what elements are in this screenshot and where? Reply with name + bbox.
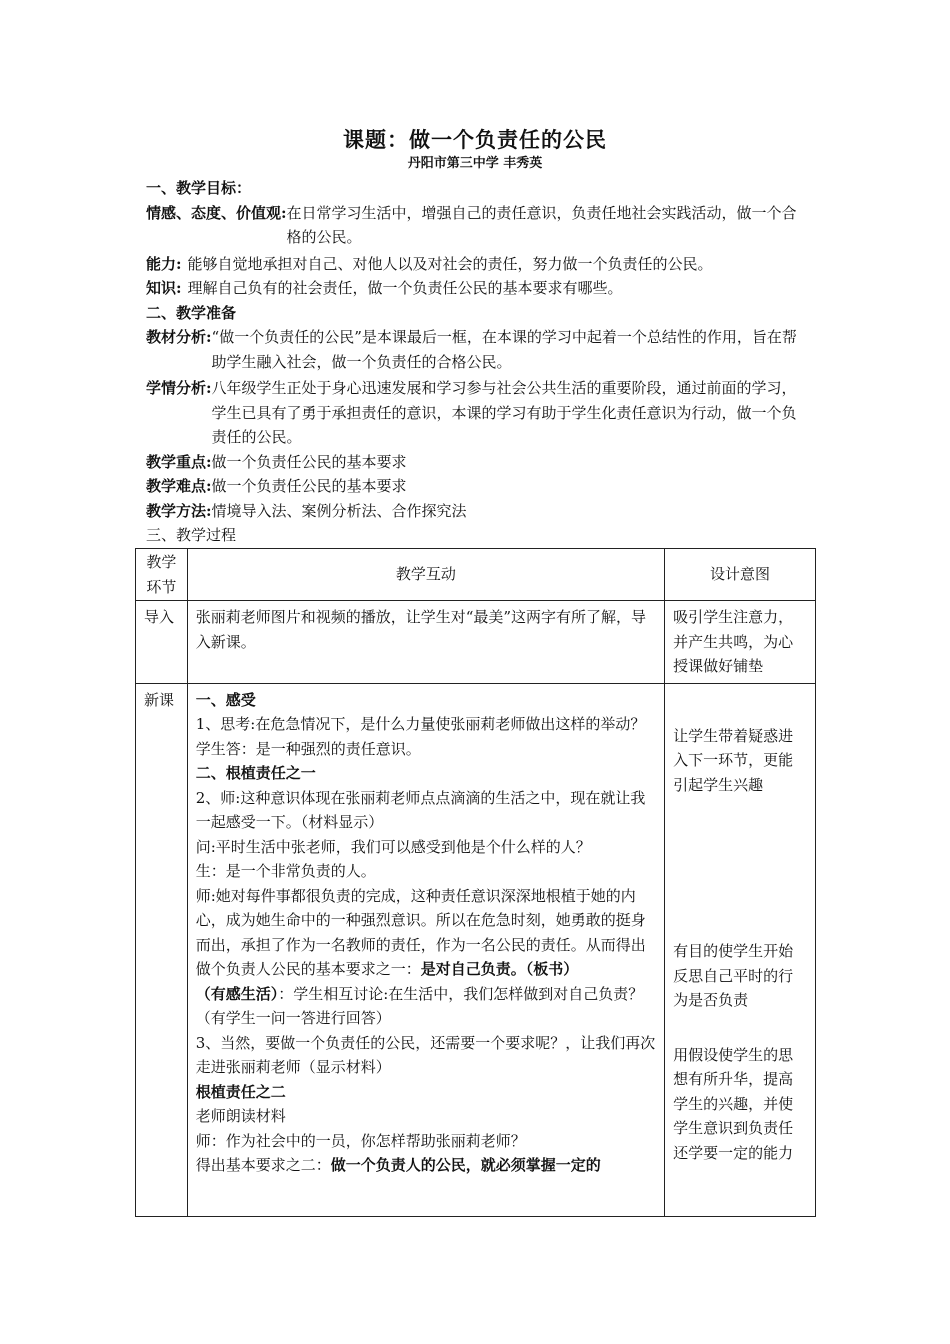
row2-p6: 生：是一个非常负责的人。 [195, 862, 376, 880]
prep-student [146, 376, 810, 450]
prep-textbook-text: “做一个负责任的公民”是本课最后一框，在本课的学习中起着一个总结性的作用，旨在帮助学生融入社会，做一个负责任的合格公民。 [211, 328, 797, 371]
table-row [136, 683, 816, 1217]
row1-stage: 导入 [136, 601, 188, 684]
row2-p7a: 师:她对每件事都很负责的完成，这种责任意识深深地根植于她的内心，成为她生命中的一种强烈意识。所以在危急时刻，她勇敢的挺身而出，承担了作为一名教师的责任，作为一名公民的责任。从而得出做个负责人公民的基本要求之一： [195, 886, 646, 978]
row2-p8a: （有感生活） [195, 984, 279, 1003]
header-interaction: 教学互动 [187, 549, 664, 601]
row2-design3: 用假设使学生的思想有所升华，提高学生的兴趣，并使学生意识到负责任还学要一定的能力 [673, 1045, 794, 1162]
prep-method-label: 教学方法: [146, 501, 212, 520]
row2-p2: 1、思考:在危急情况下，是什么力量使张丽莉老师做出这样的举动？学生答：是一种强烈的责任意识。 [195, 715, 646, 758]
prep-key-label: 教学重点: [146, 452, 212, 471]
goals-section [146, 176, 810, 548]
goal-ability-text: 能够自觉地承担对自己、对他人以及对社会的责任，努力做一个负责任的公民。 [187, 254, 713, 273]
row1-design: 吸引学生注意力，并产生共鸣，为心授课做好铺垫 [665, 601, 816, 684]
row2-p11: 老师朗读材料 [195, 1107, 286, 1125]
row2-design1: 让学生带着疑惑进入下一环节，更能引起学生兴趣 [673, 726, 794, 794]
goal-knowledge-label: 知识: [146, 279, 182, 297]
prep-student-text: 八年级学生正处于身心迅速发展和学习参与社会公共生活的重要阶段，通过前面的学习，学生已具有了勇于承担责任的意识，本课的学习有助于学生化责任意识为行动，做一个负责任的公民。 [211, 379, 797, 446]
author-line: 丹阳市第三中学 丰秀英 [407, 156, 543, 171]
prep-difficulty-text: 做一个负责任公民的基本要求 [211, 477, 407, 495]
row2-p13b: 做一个负责人的公民，就必须掌握一定的 [330, 1156, 601, 1174]
row2-p12: 师：作为社会中的一员，你怎样帮助张丽莉老师？ [195, 1131, 526, 1150]
prep-textbook [146, 325, 810, 374]
row2-p8b: ：学生相互讨论:在生活中，我们怎样做到对自己负责？（有学生一问一答进行回答） [195, 984, 644, 1027]
table-header-row [136, 549, 816, 601]
goal-emotion-label: 情感、态度、价值观: [146, 203, 287, 222]
row2-p5: 问:平时生活中张老师，我们可以感受到他是个什么样的人？ [195, 837, 591, 856]
prep-textbook-label: 教材分析: [146, 328, 212, 346]
row2-p1: 一、感受 [195, 690, 256, 709]
prep-difficulty [146, 474, 810, 499]
row2-p4: 2、师:这种意识体现在张丽莉老师点点滴滴的生活之中，现在就让我一起感受一下。（材料显示） [195, 788, 646, 831]
goal-ability [146, 252, 810, 277]
row1-interaction: 张丽莉老师图片和视频的播放，让学生对“最美”这两字有所了解，导入新课。 [187, 601, 664, 684]
process-table [135, 548, 816, 1217]
row2-p10: 根植责任之二 [195, 1082, 286, 1101]
header-design: 设计意图 [665, 549, 816, 601]
process-heading: 三、教学过程 [146, 526, 237, 544]
goal-emotion [146, 201, 810, 250]
prep-key [146, 450, 810, 475]
goal-knowledge-text: 理解自己负有的社会责任，做一个负责任公民的基本要求有哪些。 [187, 279, 623, 297]
prep-heading: 二、教学准备 [146, 303, 237, 322]
header-stage: 教学环节 [136, 549, 188, 601]
page-title: 课题：做一个负责任的公民 [343, 127, 607, 152]
goal-emotion-text: 在日常学习生活中，增强自己的责任意识，负责任地社会实践活动，做一个合格的公民。 [286, 203, 797, 246]
row2-p7b: 是对自己负责。（板书） [420, 960, 579, 978]
prep-student-label: 学情分析: [146, 379, 212, 397]
prep-method-text: 情境导入法、案例分析法、合作探究法 [211, 501, 467, 520]
table-row [136, 601, 816, 684]
prep-key-text: 做一个负责任公民的基本要求 [211, 452, 407, 471]
row2-p9: 3、当然，要做一个负责任的公民，还需要一个要求呢？，让我们再次走进张丽莉老师（显示材料） [195, 1033, 656, 1076]
prep-difficulty-label: 教学难点: [146, 477, 212, 495]
row2-stage: 新课 [136, 683, 188, 1217]
goal-ability-label: 能力: [146, 254, 182, 273]
goals-heading: 一、教学目标： [146, 179, 252, 197]
row2-design [665, 683, 816, 1217]
row2-p13a: 得出基本要求之二： [195, 1156, 331, 1174]
prep-method [146, 499, 810, 524]
goal-knowledge [146, 276, 810, 301]
row2-p3: 二、根植责任之一 [195, 764, 316, 782]
row2-design2: 有目的使学生开始反思自己平时的行为是否负责 [673, 942, 794, 1009]
row2-interaction [187, 683, 664, 1217]
